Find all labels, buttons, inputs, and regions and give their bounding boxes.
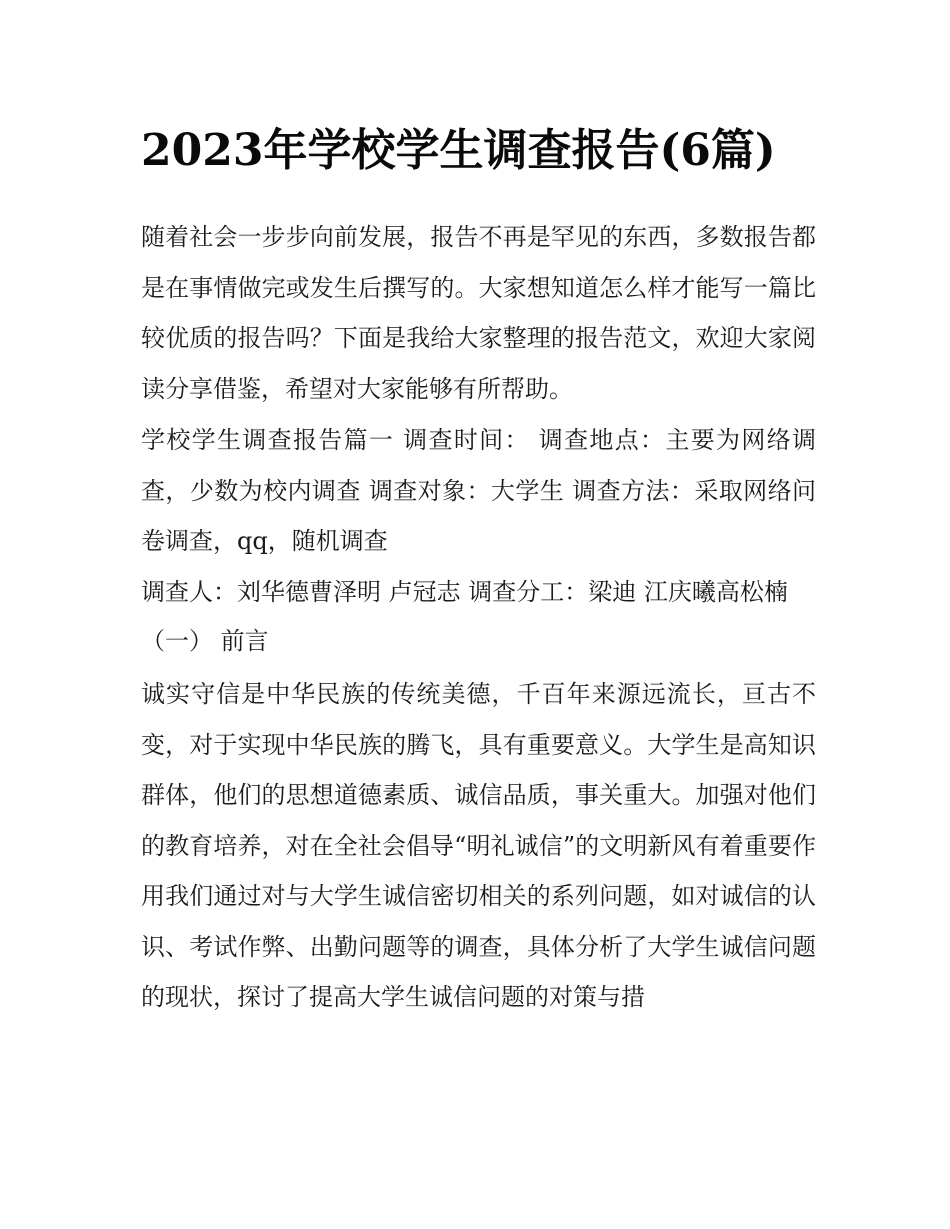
investigators-paragraph: 调查人：刘华德曹泽明 卢冠志 调查分工：梁迪 江庆曦高松楠 [141, 577, 788, 606]
body-paragraph: 诚实守信是中华民族的传统美德，千百年来源远流长，亘古不变，对于实现中华民族的腾飞，具有重要意义。大学生是高知识群体，他们的思想道德素质、诚信品质，事关重大。加强对他们的教育培养，对在全社会倡导“明礼诚信”的文明新风有着重要作用我们通过对与大学生诚信密切相关的系列问题，如对诚信的认识、考试作弊、出勤问题等的调查，具体分析了大学生诚信问题的现状，探讨了提高大学生诚信问题的对策与措 [141, 680, 816, 1011]
document-content [141, 118, 816, 1023]
document-title: 2023年学校学生调查报告(6篇) [141, 125, 776, 176]
survey-info-paragraph: 学校学生调查报告篇一 调查时间： 调查地点：主要为网络调查，少数为校内调查 调查对象：大学生 调查方法：采取网络问卷调查，qq，随机调查 [141, 426, 816, 555]
intro-paragraph: 随着社会一步步向前发展，报告不再是罕见的东西，多数报告都是在事情做完或发生后撰写的。大家想知道怎么样才能写一篇比较优质的报告吗？下面是我给大家整理的报告范文，欢迎大家阅读分享借鉴，希望对大家能够有所帮助。 [141, 223, 816, 403]
section-heading: （一） 前言 [141, 627, 269, 655]
